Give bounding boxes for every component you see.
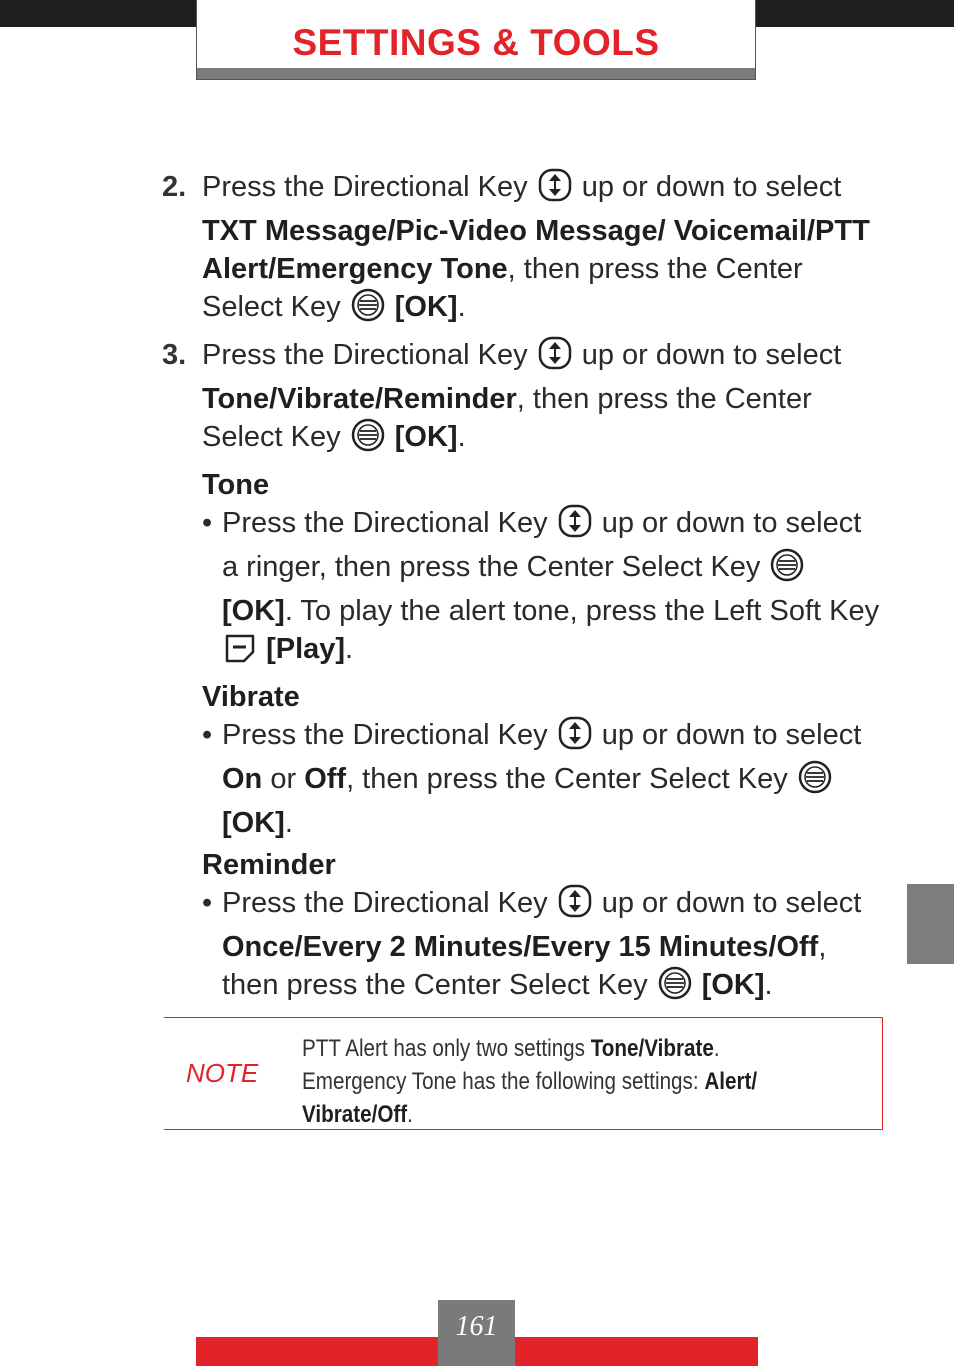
left-soft-key-icon [224,632,256,674]
page-section-title: SETTINGS & TOOLS [292,22,660,63]
option-on: On [222,763,263,795]
note-bold: Tone/Vibrate [590,1035,714,1062]
center-select-key-icon [351,288,385,332]
chapter-side-tab [907,884,954,964]
step-menu-path: Tone/Vibrate/Reminder [202,383,517,415]
top-bar-left [0,0,198,27]
step-3 [162,336,882,462]
directional-key-icon [538,336,572,380]
top-bar-right [756,0,954,27]
bullet-text: . [764,969,773,1001]
directional-key-icon [558,884,592,928]
vibrate-bullet [162,716,882,842]
center-select-key-icon [351,418,385,462]
step-text: . [457,421,466,453]
step-number: 2. [162,171,187,203]
step-menu-path: TXT Message/Pic-Video Message/ Voicemail/PTT Alert/Emergency Tone [202,215,870,285]
step-2 [162,168,882,332]
ok-label: [OK] [222,595,285,627]
tone-heading: Tone [202,469,270,501]
ok-label: [OK] [222,807,285,839]
center-select-key-icon [798,760,832,804]
play-label: [Play] [266,633,346,665]
bullet-text: or [262,763,305,795]
reminder-bullet [162,884,882,1010]
bullet-text: up or down to select [593,887,862,919]
step-text: up or down to select [573,171,842,203]
step-text: up or down to select [573,339,842,371]
step-number: 3. [162,339,187,371]
bullet-text: . [284,807,293,839]
header-box [196,0,756,80]
bullet-mark: • [202,507,213,539]
directional-key-icon [538,168,572,212]
note-bold: Alert/ Vibrate/Off [302,1068,758,1128]
bullet-mark: • [202,887,213,919]
directional-key-icon [558,716,592,760]
directional-key-icon [558,504,592,548]
bullet-text: . To play the alert tone, press the Left Soft Key [284,595,880,627]
step-text: . [457,291,466,323]
ok-label: [OK] [394,421,458,453]
step-text: Press the Directional Key [202,171,528,203]
note-line: . [713,1035,720,1062]
note-label: NOTE [186,1058,259,1088]
step-text: , then press the Center Select Key [202,383,812,453]
option-off: Off [304,763,347,795]
step-text: , then press the Center Select Key [202,253,803,323]
note-line: Emergency Tone has the following settings: [302,1068,705,1095]
bullet-text: Press the Directional Key [222,507,548,539]
center-select-key-icon [658,966,692,1010]
note-line: . [407,1101,413,1128]
reminder-options: Once/Every 2 Minutes/Every 15 Minutes/Off [222,931,819,963]
bullet-text: . [345,633,354,665]
note-text [302,1032,784,1131]
center-select-key-icon [770,548,804,592]
bullet-mark: • [202,719,213,751]
ok-label: [OK] [394,291,458,323]
bullet-text: up or down to select a ringer, then press the Center Select Key [222,507,862,583]
tone-bullet [162,504,882,674]
vibrate-heading: Vibrate [202,681,300,713]
note-box [164,1017,883,1130]
bullet-text: Press the Directional Key [222,887,548,919]
instructions [162,168,882,1014]
note-line: PTT Alert has only two settings [302,1035,591,1062]
header-underline-bar [197,68,755,79]
bullet-text: , then press the Center Select Key [346,763,788,795]
bullet-text: , then press the Center Select Key [222,931,827,1001]
page-number: 161 [438,1300,515,1366]
bullet-text: Press the Directional Key [222,719,548,751]
ok-label: [OK] [701,969,765,1001]
step-text: Press the Directional Key [202,339,528,371]
bullet-text: up or down to select [593,719,862,751]
reminder-heading: Reminder [202,849,336,881]
